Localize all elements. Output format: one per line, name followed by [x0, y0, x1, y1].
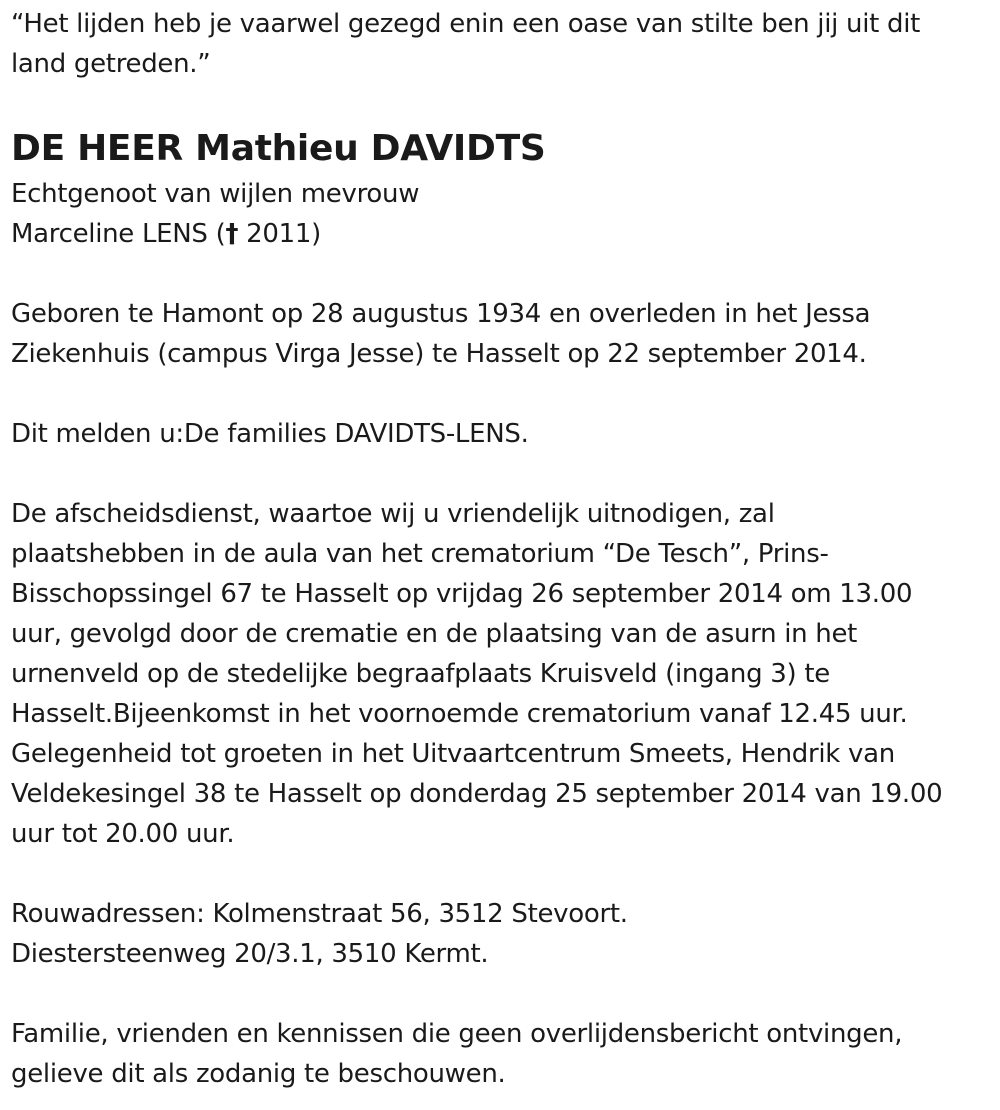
spouse-line: Echtgenoot van wijlen mevrouw	[11, 179, 420, 209]
ceremony-line: De afscheidsdienst, waartoe wij u vriendelijk uitnodigen, zal	[11, 499, 775, 529]
ceremony-line: urnenveld op de stedelijke begraafplaats Kruisveld (ingang 3) te	[11, 659, 830, 689]
ceremony-line: uur tot 20.00 uur.	[11, 819, 235, 849]
quote-paragraph	[11, 4, 986, 84]
closing-line: Familie, vrienden en kennissen die geen overlijdensbericht ontvingen,	[11, 1019, 903, 1049]
birth-death-line: Ziekenhuis (campus Virga Jesse) te Hasselt op 22 september 2014.	[11, 339, 867, 369]
ceremony-line: Gelegenheid tot groeten in het Uitvaartcentrum Smeets, Hendrik van	[11, 739, 895, 769]
spouse-death-year: 2011)	[238, 219, 321, 249]
ceremony-paragraph	[11, 494, 986, 854]
birth-death-line: Geboren te Hamont op 28 augustus 1934 en overleden in het Jessa	[11, 299, 871, 329]
address-line: Rouwadressen: Kolmenstraat 56, 3512 Stevoort.	[11, 899, 628, 929]
quote-line: land getreden.”	[11, 49, 211, 79]
obituary-document	[11, 4, 986, 1094]
announcement-paragraph	[11, 414, 986, 454]
quote-line: “Het lijden heb je vaarwel gezegd enin een oase van stilte ben jij uit dit	[11, 9, 921, 39]
deceased-name: DE HEER Mathieu DAVIDTS	[11, 128, 546, 169]
cross-icon: †	[225, 219, 239, 249]
ceremony-line: Hasselt.Bijeenkomst in het voornoemde crematorium vanaf 12.45 uur.	[11, 699, 908, 729]
announcement-line: Dit melden u:De families DAVIDTS-LENS.	[11, 419, 529, 449]
closing-paragraph	[11, 1014, 986, 1094]
spouse-paragraph	[11, 174, 986, 254]
ceremony-line: plaatshebben in de aula van het crematorium “De Tesch”, Prins-	[11, 539, 829, 569]
address-line: Diestersteenweg 20/3.1, 3510 Kermt.	[11, 939, 489, 969]
ceremony-line: Veldekesingel 38 te Hasselt op donderdag 25 september 2014 van 19.00	[11, 779, 943, 809]
ceremony-line: Bisschopssingel 67 te Hasselt op vrijdag 26 september 2014 om 13.00	[11, 579, 913, 609]
closing-line: gelieve dit als zodanig te beschouwen.	[11, 1059, 506, 1089]
birth-death-paragraph	[11, 294, 986, 374]
addresses-paragraph	[11, 894, 986, 974]
ceremony-line: uur, gevolgd door de crematie en de plaatsing van de asurn in het	[11, 619, 858, 649]
spouse-name: Marceline LENS (	[11, 219, 226, 249]
spouse-line	[11, 214, 986, 254]
